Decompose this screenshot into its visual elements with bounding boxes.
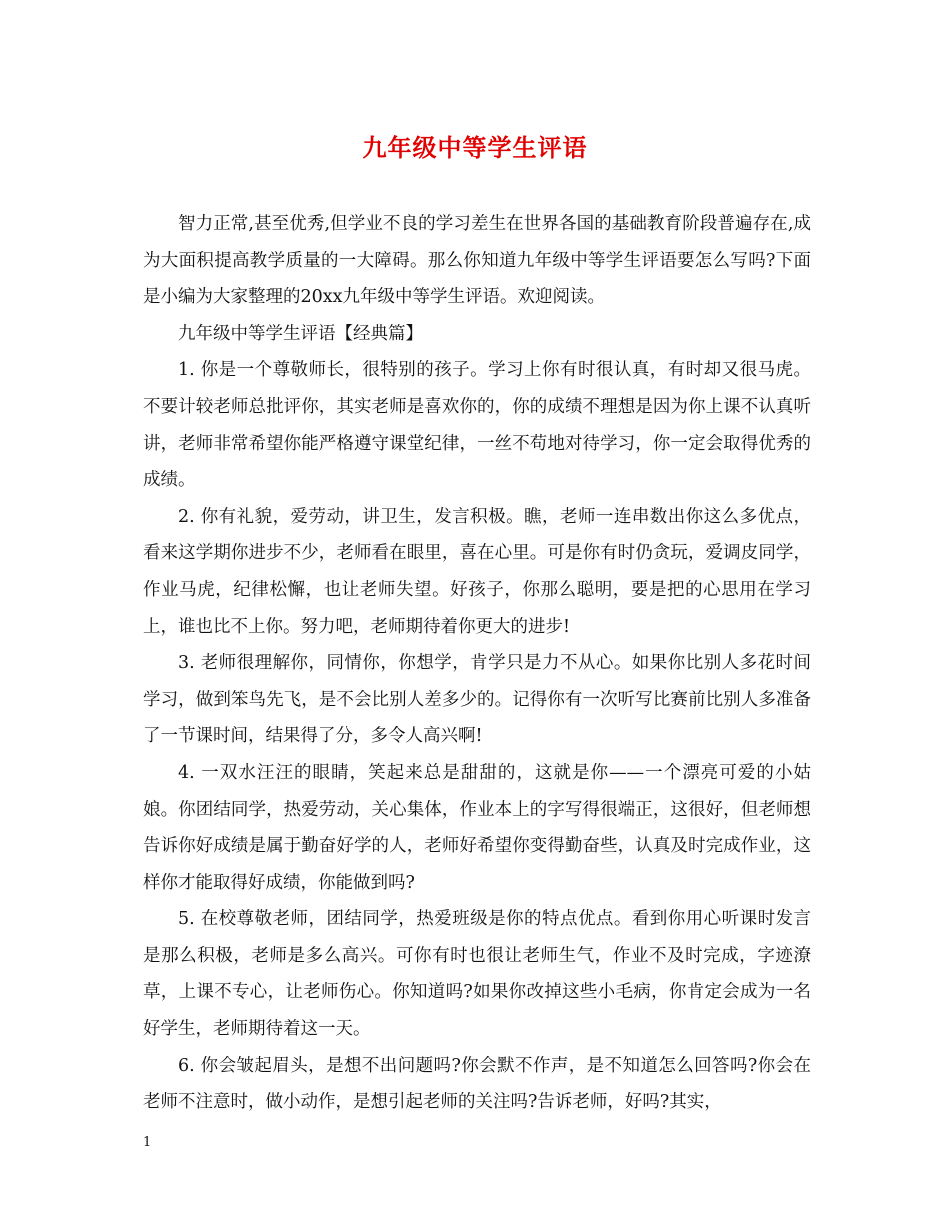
document-title: 九年级中等学生评语 (362, 133, 588, 162)
document-body (143, 206, 811, 1121)
comment-paragraph-6: 6. 你会皱起眉头，是想不出问题吗?你会默不作声，是不知道怎么回答吗?你会在老师不注意时，做小动作，是想引起老师的关注吗?告诉老师，好吗?其实， (143, 1055, 811, 1113)
section-heading: 九年级中等学生评语【经典篇】 (178, 323, 423, 344)
comment-paragraph-3: 3. 老师很理解你，同情你，你想学，肯学只是力不从心。如果你比别人多花时间学习，做到笨鸟先飞，是不会比别人差多少的。记得你有一次听写比赛前比别人多准备了一节课时间，结果得了分，多令人高兴啊! (143, 653, 811, 747)
comment-paragraph-1: 1. 你是一个尊敬师长，很特别的孩子。学习上你有时很认真，有时却又很马虎。不要计较老师总批评你，其实老师是喜欢你的，你的成绩不理想是因为你上课不认真听讲，老师非常希望你能严格遵守课堂纪律，一丝不苟地对待学习，你一定会取得优秀的成绩。 (143, 360, 811, 491)
comment-paragraph-4: 4. 一双水汪汪的眼睛，笑起来总是甜甜的，这就是你——一个漂亮可爱的小姑娘。你团结同学，热爱劳动，关心集体，作业本上的字写得很端正，这很好，但老师想告诉你好成绩是属于勤奋好学的人，老师好希望你变得勤奋些，认真及时完成作业，这样你才能取得好成绩，你能做到吗? (143, 762, 811, 893)
intro-paragraph: 智力正常,甚至优秀,但学业不良的学习差生在世界各国的基础教育阶段普遍存在,成为大面积提高教学质量的一大障碍。那么你知道九年级中等学生评语要怎么写吗?下面是小编为大家整理的20xx九年级中等学生评语。欢迎阅读。 (143, 214, 811, 308)
comment-paragraph-5: 5. 在校尊敬老师，团结同学，热爱班级是你的特点优点。看到你用心听课时发言是那么积极，老师是多么高兴。可你有时也很让老师生气，作业不及时完成，字迹潦草，上课不专心，让老师伤心。你知道吗?如果你改掉这些小毛病，你肯定会成为一名好学生，老师期待着这一天。 (143, 909, 811, 1040)
comment-paragraph-2: 2. 你有礼貌，爱劳动，讲卫生，发言积极。瞧，老师一连串数出你这么多优点，看来这学期你进步不少，老师看在眼里，喜在心里。可是你有时仍贪玩，爱调皮同学，作业马虎，纪律松懈，也让老师失望。好孩子，你那么聪明，要是把的心思用在学习上，谁也比不上你。努力吧，老师期待着你更大的进步! (143, 506, 811, 637)
page-number: 1 (143, 1135, 152, 1150)
